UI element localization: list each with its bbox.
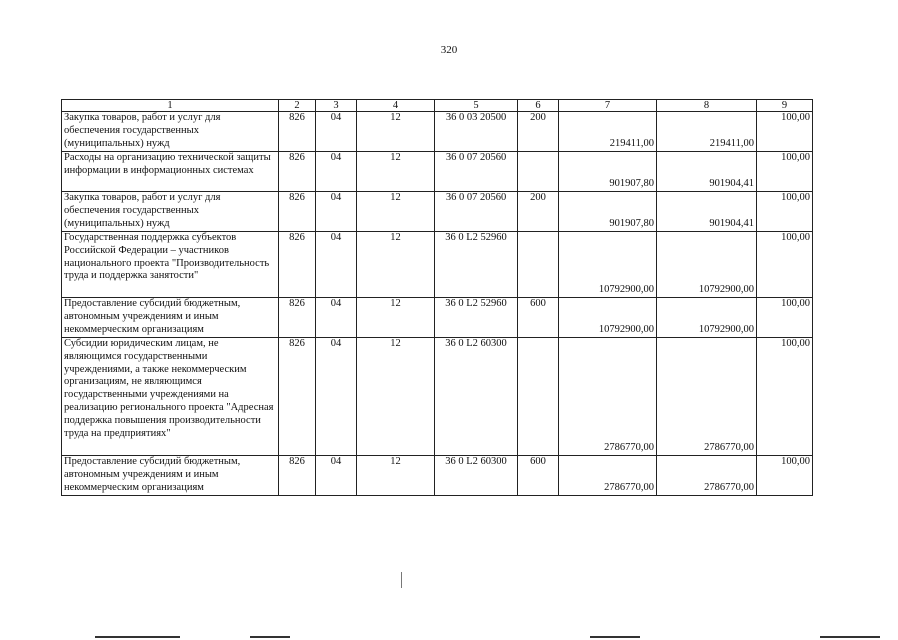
cell-col5: 36 0 L2 52960 [435,298,518,338]
cell-col6: 600 [518,456,559,496]
column-header: 9 [757,100,813,112]
cell-col9: 100,00 [757,232,813,298]
cell-col4: 12 [357,192,435,232]
cell-col9: 100,00 [757,338,813,456]
table-row [62,152,813,192]
cell-col3: 04 [316,298,357,338]
cell-col4: 12 [357,152,435,192]
cell-col4: 12 [357,338,435,456]
cell-col2: 826 [279,456,316,496]
cell-col8: 901904,41 [657,152,757,192]
scan-artifact-line [820,636,880,638]
cell-col5: 36 0 L2 60300 [435,338,518,456]
column-header: 4 [357,100,435,112]
cell-col6 [518,232,559,298]
cell-col5: 36 0 03 20500 [435,112,518,152]
column-header: 8 [657,100,757,112]
row-name: Предоставление субсидий бюджетным, автономным учреждениям и иным некоммерческим организациям [62,298,279,338]
row-name: Расходы на организацию технической защиты информации в информационных системах [62,152,279,192]
column-header: 3 [316,100,357,112]
row-name: Закупка товаров, работ и услуг для обеспечения государственных (муниципальных) нужд [62,192,279,232]
cell-col2: 826 [279,152,316,192]
cell-col2: 826 [279,232,316,298]
cell-col4: 12 [357,112,435,152]
budget-table [61,99,813,496]
cell-col8: 219411,00 [657,112,757,152]
cell-col3: 04 [316,456,357,496]
table-header-row [62,100,813,112]
scan-artifact-line [95,636,180,638]
cell-col9: 100,00 [757,152,813,192]
cell-col7: 901907,80 [559,192,657,232]
cell-col6: 600 [518,298,559,338]
cell-col9: 100,00 [757,112,813,152]
cell-col2: 826 [279,338,316,456]
cell-col4: 12 [357,456,435,496]
cell-col6: 200 [518,192,559,232]
cell-col7: 2786770,00 [559,456,657,496]
column-header: 2 [279,100,316,112]
cell-col5: 36 0 07 20560 [435,192,518,232]
cell-col6: 200 [518,112,559,152]
cell-col5: 36 0 L2 52960 [435,232,518,298]
cell-col7: 219411,00 [559,112,657,152]
table-row [62,112,813,152]
page-number: 320 [440,44,458,56]
cell-col3: 04 [316,232,357,298]
table-row [62,192,813,232]
cell-col3: 04 [316,152,357,192]
cell-col4: 12 [357,298,435,338]
column-header: 5 [435,100,518,112]
cell-col7: 10792900,00 [559,298,657,338]
cell-col8: 901904,41 [657,192,757,232]
cell-col3: 04 [316,338,357,456]
row-name: Субсидии юридическим лицам, не являющимся государственными учреждениями, а также некоммерческим организациям, не являющимся государственными учреждениями на реализацию регионального проекта "Адресная поддержка повышения производительности труда на предприятиях" [62,338,279,456]
cell-col9: 100,00 [757,456,813,496]
cell-col8: 10792900,00 [657,298,757,338]
cell-col2: 826 [279,298,316,338]
cell-col3: 04 [316,192,357,232]
cell-col4: 12 [357,232,435,298]
cell-col8: 10792900,00 [657,232,757,298]
cell-col6 [518,152,559,192]
row-name: Государственная поддержка субъектов Российской Федерации – участников национального проекта "Производительность труда и поддержка занятости" [62,232,279,298]
table-row [62,232,813,298]
row-name: Предоставление субсидий бюджетным, автономным учреждениям и иным некоммерческим организациям [62,456,279,496]
cell-col2: 826 [279,112,316,152]
column-header: 7 [559,100,657,112]
cell-col7: 10792900,00 [559,232,657,298]
cell-col8: 2786770,00 [657,338,757,456]
cell-col8: 2786770,00 [657,456,757,496]
cell-col5: 36 0 L2 60300 [435,456,518,496]
column-header: 1 [62,100,279,112]
table-row [62,338,813,456]
scan-artifact-mark [401,572,402,588]
cell-col7: 2786770,00 [559,338,657,456]
table-row [62,456,813,496]
column-header: 6 [518,100,559,112]
cell-col3: 04 [316,112,357,152]
cell-col7: 901907,80 [559,152,657,192]
scan-artifact-line [250,636,290,638]
row-name: Закупка товаров, работ и услуг для обеспечения государственных (муниципальных) нужд [62,112,279,152]
cell-col5: 36 0 07 20560 [435,152,518,192]
scan-artifact-line [590,636,640,638]
cell-col6 [518,338,559,456]
cell-col9: 100,00 [757,298,813,338]
cell-col2: 826 [279,192,316,232]
table-row [62,298,813,338]
cell-col9: 100,00 [757,192,813,232]
